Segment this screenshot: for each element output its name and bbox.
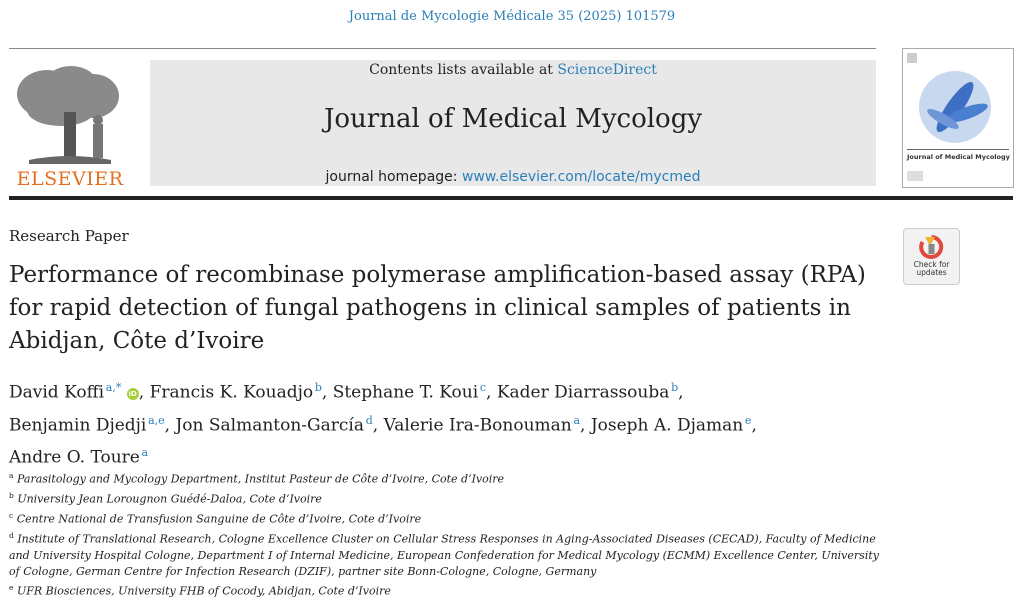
contents-prefix: Contents lists available at [369, 62, 558, 78]
author-affil-mark[interactable]: b [314, 381, 322, 394]
affiliation-item [9, 528, 889, 581]
author-name[interactable]: Joseph A. Djaman [590, 415, 744, 436]
contents-line [150, 62, 876, 78]
header-thick-divider [9, 196, 1013, 200]
author-name[interactable]: Jon Salmanton-García [175, 415, 364, 436]
affiliation-key: e [9, 583, 14, 593]
author-name[interactable]: Francis K. Kouadjo [149, 382, 314, 403]
affiliation-key: b [9, 490, 14, 500]
author-name[interactable]: Valerie Ira-Bonouman [383, 415, 572, 436]
author-affil-mark[interactable]: e [744, 413, 752, 427]
author-affil-mark[interactable]: a,e [148, 413, 165, 427]
affiliation-item [9, 580, 889, 600]
author-name[interactable]: Stephane T. Koui [332, 382, 479, 403]
elsevier-wordmark: ELSEVIER [16, 168, 124, 190]
affiliation-text: UFR Biosciences, University FHB of Cocody, Abidjan, Cote d’Ivoire [16, 585, 391, 599]
affiliation-text: University Jean Lorougnon Guédé-Daloa, Cote d’Ivoire [17, 492, 322, 506]
affiliation-item [9, 508, 889, 528]
article-title: Performance of recombinase polymerase amplification-based assay (RPA) for rapid detection of fungal pathogens in clinical samples of patients in Abidjan, Côte d’Ivoire [9, 262, 866, 354]
author-name[interactable]: Andre O. Toure [9, 447, 140, 468]
check-updates-line2: updates [916, 268, 947, 277]
author-list: David Koffi $^{a,*}$ iD , Francis K. Kouadjo $^b$, Stephane T. Koui $^c$, Kader Diarrassouba $^b$, Benjamin Djedji $^{a,e}$, Jon Salmanton-García $^d$, Valerie Ira-Bonouman $^a$, Joseph A. Djaman $^e$, Andre O. Toure $^a$ [9, 381, 757, 468]
journal-cover[interactable] [902, 48, 1014, 188]
author-name[interactable]: David Koffi [9, 382, 105, 403]
author-affil-mark[interactable]: c [479, 381, 487, 394]
author-affil-mark[interactable]: a [141, 446, 149, 460]
check-updates-line1: Check for [913, 260, 950, 269]
homepage-line [150, 169, 876, 185]
affiliation-key: c [9, 510, 14, 520]
affiliation-list [9, 468, 889, 600]
homepage-link[interactable]: www.elsevier.com/locate/mycmed [461, 169, 701, 185]
homepage-prefix: journal homepage: [325, 169, 462, 185]
article-type: Research Paper [9, 227, 129, 245]
cover-artwork [903, 49, 1013, 187]
check-updates-label [904, 261, 959, 277]
journal-name: Journal of Medical Mycology [323, 104, 703, 134]
author-affil-mark[interactable]: a,* [105, 381, 122, 394]
journal-citation[interactable]: Journal de Mycologie Médicale 35 (2025) 101579 [348, 9, 676, 24]
author-name[interactable]: Kader Diarrassouba [496, 382, 670, 403]
cover-title: Journal of Medical Mycology [907, 153, 1010, 161]
author-affil-mark[interactable]: d [365, 413, 373, 427]
affiliation-text: Parasitology and Mycology Department, Institut Pasteur de Côte d’Ivoire, Cote d’Ivoire [16, 472, 505, 486]
check-for-updates-button[interactable] [903, 228, 960, 285]
affiliation-text: Institute of Translational Research, Cologne Excellence Cluster on Cellular Stress Responses in Aging-Associated Diseases (CECAD), Faculty of Medicine and University Hospital Cologne, Department I of Internal Medicine, European Confederation for Medical Mycology (ECMM) Excellence Center, University of Cologne, German Centre for Infection Research (DZIF), partner site Bonn-Cologne, Cologne, Germany [9, 532, 879, 579]
affiliation-text: Centre National de Transfusion Sanguine de Côte d’Ivoire, Cote d’Ivoire [16, 512, 422, 526]
check-updates-icon [904, 229, 959, 261]
author-name[interactable]: Benjamin Djedji [9, 415, 147, 436]
sciencedirect-link[interactable]: ScienceDirect [557, 62, 657, 78]
author-affil-mark[interactable]: a [573, 413, 580, 427]
header-divider [9, 48, 876, 49]
affiliation-key: a [9, 471, 14, 480]
orcid-icon[interactable]: iD [128, 389, 137, 398]
affiliation-item [9, 488, 889, 508]
author-affil-mark[interactable]: b [671, 381, 679, 394]
affiliation-item [9, 468, 889, 488]
affiliation-key: d [9, 530, 14, 540]
